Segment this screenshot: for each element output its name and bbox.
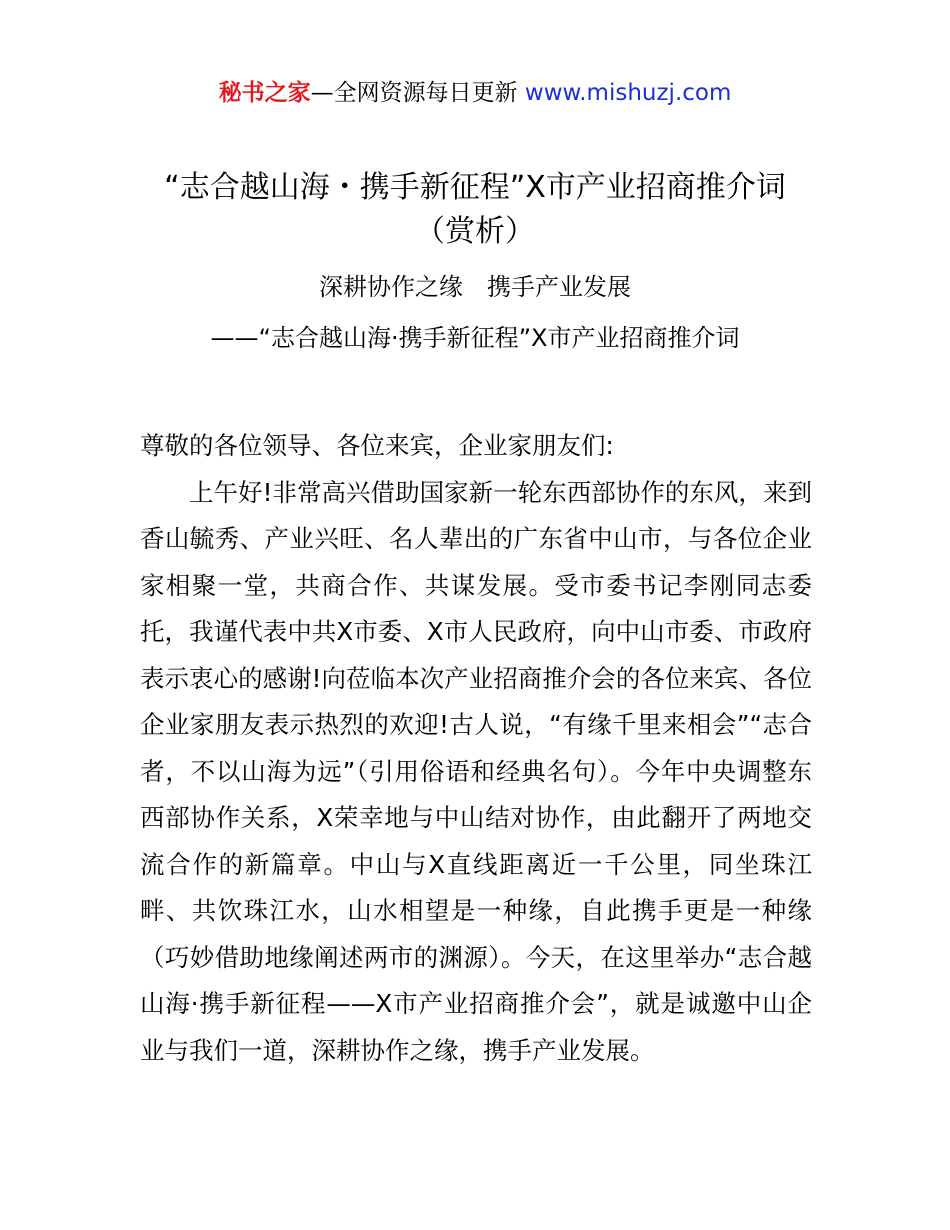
document-title: “志合越山海・携手新征程”X市产业招商推介词（赏析） xyxy=(164,170,786,249)
site-tagline: —全网资源每日更新 xyxy=(310,80,518,106)
site-url-link[interactable]: www.mishuzj.com xyxy=(524,80,732,106)
site-header xyxy=(0,76,950,110)
document-body xyxy=(140,423,812,1074)
body-paragraph: 上午好!非常高兴借助国家新一轮东西部协作的东风，来到香山毓秀、产业兴旺、名人辈出的广东省中山市，与各位企业家相聚一堂，共商合作、共谋发展。受市委书记李刚同志委托，我谨代表中共X市委、X市人民政府，向中山市委、市政府表示衷心的感谢!向莅临本次产业招商推介会的各位来宾、各位企业家朋友表示热烈的欢迎!古人说，“有缘千里来相会”“志合者，不以山海为远”（引用俗语和经典名句）。今年中央调整东西部协作关系，X荣幸地与中山结对协作，由此翻开了两地交流合作的新篇章。中山与X直线距离近一千公里，同坐珠江畔、共饮珠江水，山水相望是一种缘，自此携手更是一种缘（巧妙借助地缘阐述两市的渊源）。今天，在这里举办“志合越山海·携手新征程——X市产业招商推介会”，就是诚邀中山企业与我们一道，深耕协作之缘，携手产业发展。 xyxy=(140,477,812,1065)
salutation: 尊敬的各位领导、各位来宾，企业家朋友们: xyxy=(140,431,614,460)
document-subtitle-secondary: ——“志合越山海·携手新征程”X市产业招商推介词 xyxy=(210,324,740,352)
brand-name: 秘书之家 xyxy=(218,80,311,106)
document-subtitle: 深耕协作之缘 携手产业发展 xyxy=(319,273,631,301)
